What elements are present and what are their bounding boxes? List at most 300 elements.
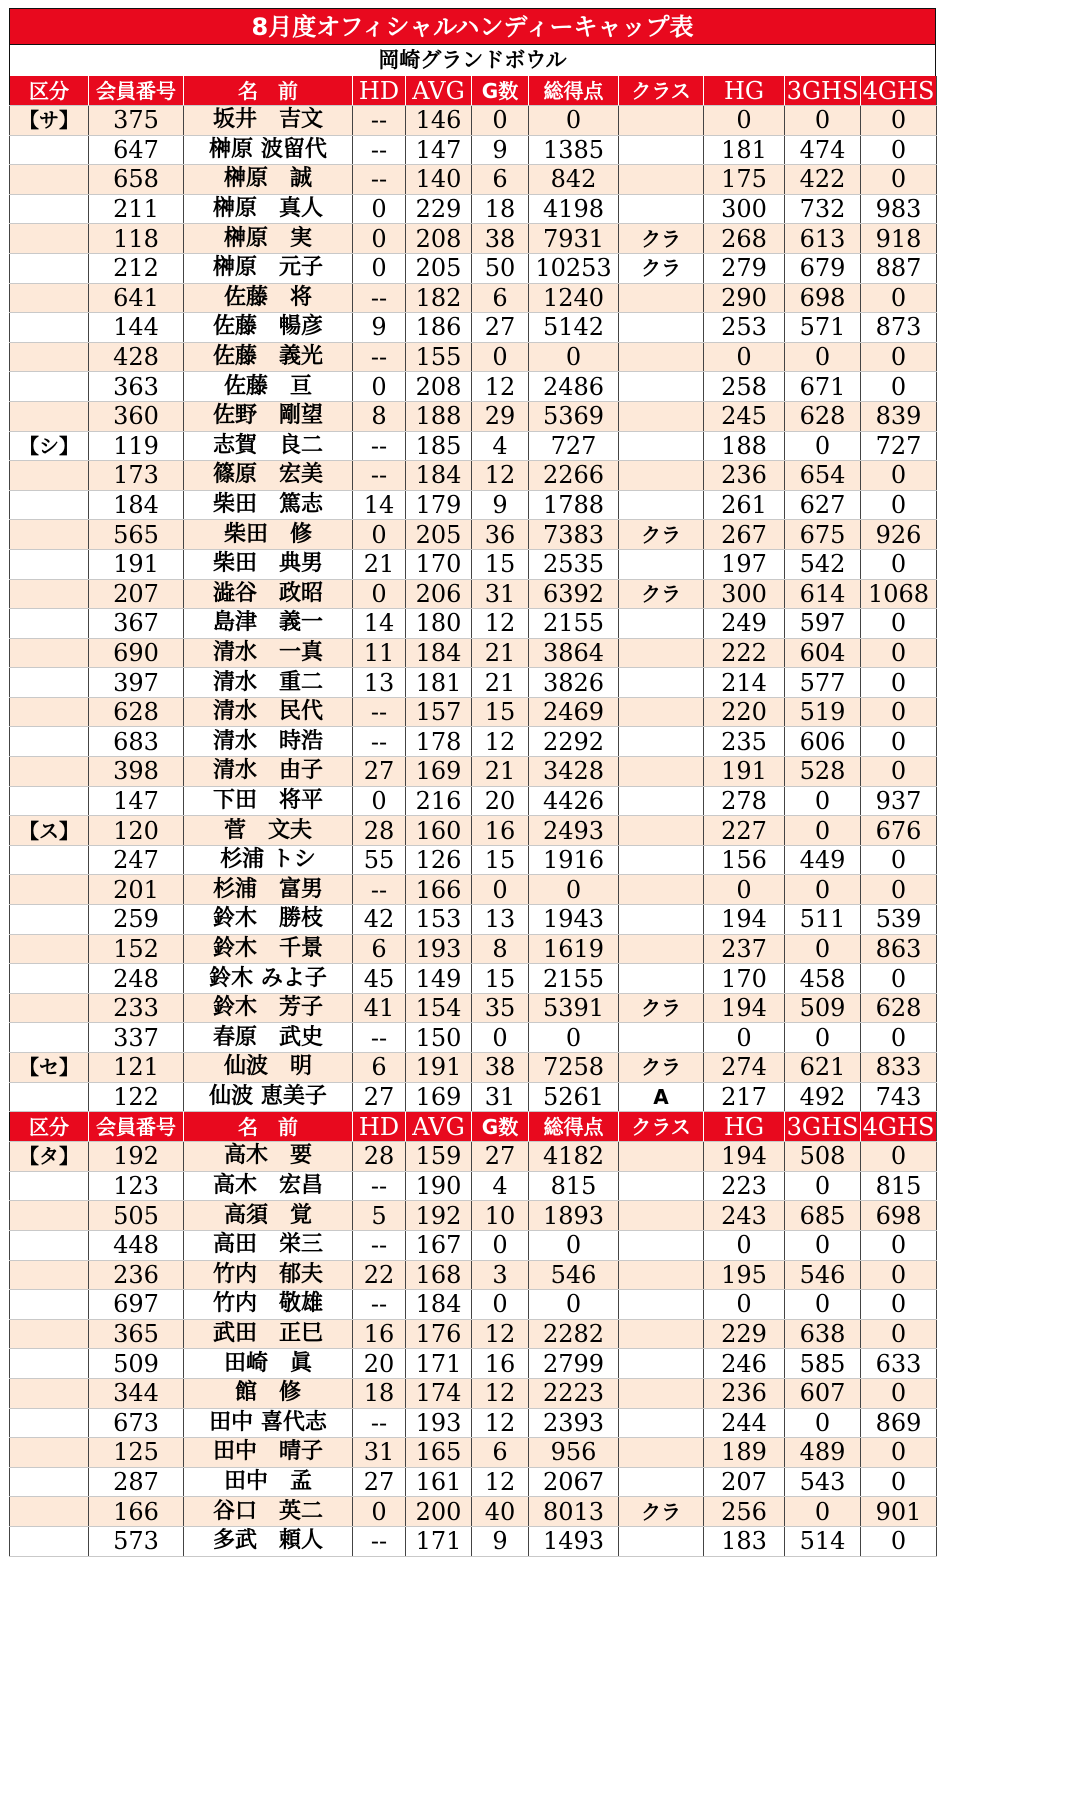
cell-total-pins: 5261: [529, 1082, 619, 1112]
cell-class: [619, 1260, 704, 1290]
cell-hg: 194: [704, 905, 785, 935]
cell-4ghs: 0: [861, 727, 937, 757]
cell-name: 春原 武史: [184, 1023, 353, 1053]
cell-total-pins: 4198: [529, 194, 619, 224]
cell-hd: 0: [353, 224, 406, 254]
cell-name: 鈴木 勝枝: [184, 905, 353, 935]
cell-name: 多武 頼人: [184, 1526, 353, 1556]
cell-member-no: 360: [89, 401, 184, 431]
cell-3ghs: 0: [785, 1290, 861, 1320]
cell-name: 高須 覚: [184, 1201, 353, 1231]
cell-3ghs: 614: [785, 579, 861, 609]
table-row: [10, 549, 937, 579]
cell-name: 佐野 剛望: [184, 401, 353, 431]
cell-category: 【セ】: [10, 1053, 89, 1083]
table-row: [10, 1408, 937, 1438]
cell-games: 12: [472, 372, 529, 402]
cell-games: 21: [472, 638, 529, 668]
cell-class: [619, 727, 704, 757]
table-row: [10, 313, 937, 343]
cell-avg: 157: [406, 697, 472, 727]
cell-avg: 206: [406, 579, 472, 609]
cell-avg: 205: [406, 520, 472, 550]
cell-total-pins: 7258: [529, 1053, 619, 1083]
cell-total-pins: 0: [529, 342, 619, 372]
table-row: [10, 372, 937, 402]
cell-avg: 170: [406, 549, 472, 579]
cell-total-pins: 2799: [529, 1349, 619, 1379]
cell-3ghs: 628: [785, 401, 861, 431]
cell-4ghs: 0: [861, 106, 937, 136]
cell-games: 12: [472, 461, 529, 491]
cell-category: [10, 934, 89, 964]
col-header-total-pins: 総得点: [529, 1112, 619, 1142]
cell-class: [619, 106, 704, 136]
cell-category: [10, 490, 89, 520]
cell-3ghs: 0: [785, 786, 861, 816]
cell-3ghs: 606: [785, 727, 861, 757]
cell-member-no: 207: [89, 579, 184, 609]
cell-category: [10, 253, 89, 283]
cell-total-pins: 3428: [529, 757, 619, 787]
cell-name: 田中 孟: [184, 1467, 353, 1497]
cell-4ghs: 0: [861, 1526, 937, 1556]
cell-member-no: 121: [89, 1053, 184, 1083]
cell-category: [10, 313, 89, 343]
cell-avg: 190: [406, 1171, 472, 1201]
cell-class: [619, 313, 704, 343]
cell-3ghs: 492: [785, 1082, 861, 1112]
cell-avg: 179: [406, 490, 472, 520]
cell-class: [619, 1526, 704, 1556]
cell-total-pins: 2067: [529, 1467, 619, 1497]
cell-class: [619, 668, 704, 698]
cell-class: [619, 845, 704, 875]
col-header-hd: HD: [353, 1112, 406, 1142]
cell-name: 佐藤 暢彦: [184, 313, 353, 343]
cell-hd: 20: [353, 1349, 406, 1379]
cell-games: 21: [472, 757, 529, 787]
cell-name: 清水 民代: [184, 697, 353, 727]
cell-hd: 5: [353, 1201, 406, 1231]
cell-member-no: 367: [89, 609, 184, 639]
cell-hd: 28: [353, 816, 406, 846]
cell-hg: 249: [704, 609, 785, 639]
cell-name: 佐藤 将: [184, 283, 353, 313]
table-row: [10, 1319, 937, 1349]
cell-4ghs: 743: [861, 1082, 937, 1112]
cell-member-no: 247: [89, 845, 184, 875]
col-header-hg: HG: [704, 1112, 785, 1142]
cell-class: [619, 401, 704, 431]
cell-4ghs: 887: [861, 253, 937, 283]
sheet-title: 8月度オフィシャルハンディーキャップ表: [9, 8, 936, 45]
cell-member-no: 505: [89, 1201, 184, 1231]
cell-avg: 181: [406, 668, 472, 698]
cell-category: [10, 1408, 89, 1438]
cell-name: 高木 宏昌: [184, 1171, 353, 1201]
cell-class: クラ: [619, 1053, 704, 1083]
cell-3ghs: 597: [785, 609, 861, 639]
table-row: [10, 1082, 937, 1112]
cell-total-pins: 4182: [529, 1142, 619, 1172]
cell-total-pins: 5391: [529, 993, 619, 1023]
cell-hg: 300: [704, 194, 785, 224]
cell-category: [10, 609, 89, 639]
cell-hg: 197: [704, 549, 785, 579]
cell-games: 0: [472, 1230, 529, 1260]
table-row: [10, 993, 937, 1023]
cell-4ghs: 0: [861, 964, 937, 994]
table-row: [10, 875, 937, 905]
col-header-name: 名 前: [184, 76, 353, 106]
cell-hg: 237: [704, 934, 785, 964]
cell-avg: 146: [406, 106, 472, 136]
cell-hg: 227: [704, 816, 785, 846]
cell-4ghs: 539: [861, 905, 937, 935]
cell-member-no: 212: [89, 253, 184, 283]
cell-hd: 27: [353, 1467, 406, 1497]
cell-total-pins: 2223: [529, 1378, 619, 1408]
cell-total-pins: 1493: [529, 1526, 619, 1556]
cell-avg: 153: [406, 905, 472, 935]
cell-name: 榊原 元子: [184, 253, 353, 283]
cell-member-no: 125: [89, 1438, 184, 1468]
cell-4ghs: 918: [861, 224, 937, 254]
cell-games: 27: [472, 313, 529, 343]
table-row: [10, 490, 937, 520]
cell-avg: 167: [406, 1230, 472, 1260]
cell-hd: 16: [353, 1319, 406, 1349]
cell-member-no: 397: [89, 668, 184, 698]
cell-category: [10, 283, 89, 313]
cell-hg: 0: [704, 342, 785, 372]
cell-4ghs: 0: [861, 165, 937, 195]
cell-total-pins: 6392: [529, 579, 619, 609]
cell-hd: 0: [353, 253, 406, 283]
cell-4ghs: 0: [861, 875, 937, 905]
cell-3ghs: 0: [785, 106, 861, 136]
cell-category: [10, 1438, 89, 1468]
cell-class: [619, 1201, 704, 1231]
table-row: [10, 1230, 937, 1260]
cell-class: [619, 1171, 704, 1201]
cell-avg: 180: [406, 609, 472, 639]
cell-total-pins: 5369: [529, 401, 619, 431]
cell-4ghs: 833: [861, 1053, 937, 1083]
cell-hg: 0: [704, 875, 785, 905]
cell-class: [619, 816, 704, 846]
cell-total-pins: 7931: [529, 224, 619, 254]
cell-class: [619, 1349, 704, 1379]
cell-games: 38: [472, 1053, 529, 1083]
cell-3ghs: 543: [785, 1467, 861, 1497]
cell-avg: 149: [406, 964, 472, 994]
cell-member-no: 565: [89, 520, 184, 550]
cell-total-pins: 4426: [529, 786, 619, 816]
cell-hg: 0: [704, 1230, 785, 1260]
cell-name: 杉浦 富男: [184, 875, 353, 905]
cell-name: 杉浦 トシ: [184, 845, 353, 875]
cell-total-pins: 2282: [529, 1319, 619, 1349]
table-row: [10, 106, 937, 136]
table-row: [10, 224, 937, 254]
cell-hd: 22: [353, 1260, 406, 1290]
cell-name: 菅 文夫: [184, 816, 353, 846]
cell-name: 榊原 真人: [184, 194, 353, 224]
cell-member-no: 375: [89, 106, 184, 136]
cell-class: [619, 165, 704, 195]
cell-class: [619, 549, 704, 579]
cell-games: 15: [472, 845, 529, 875]
cell-category: [10, 757, 89, 787]
col-header-3ghs: 3GHS: [785, 76, 861, 106]
cell-total-pins: 2469: [529, 697, 619, 727]
cell-3ghs: 474: [785, 135, 861, 165]
cell-hg: 189: [704, 1438, 785, 1468]
cell-games: 9: [472, 490, 529, 520]
cell-4ghs: 698: [861, 1201, 937, 1231]
cell-class: [619, 1378, 704, 1408]
cell-hg: 183: [704, 1526, 785, 1556]
cell-3ghs: 621: [785, 1053, 861, 1083]
cell-name: 下田 将平: [184, 786, 353, 816]
cell-member-no: 398: [89, 757, 184, 787]
cell-total-pins: 0: [529, 875, 619, 905]
cell-games: 12: [472, 609, 529, 639]
cell-3ghs: 577: [785, 668, 861, 698]
cell-hd: 0: [353, 1497, 406, 1527]
cell-games: 15: [472, 964, 529, 994]
cell-member-no: 448: [89, 1230, 184, 1260]
cell-hg: 274: [704, 1053, 785, 1083]
cell-hg: 246: [704, 1349, 785, 1379]
cell-total-pins: 2486: [529, 372, 619, 402]
col-header-4ghs: 4GHS: [861, 76, 937, 106]
table-section-1: [10, 76, 937, 1112]
table-row: [10, 342, 937, 372]
cell-avg: 140: [406, 165, 472, 195]
cell-category: [10, 520, 89, 550]
cell-category: [10, 224, 89, 254]
cell-avg: 150: [406, 1023, 472, 1053]
cell-member-no: 147: [89, 786, 184, 816]
cell-class: [619, 1023, 704, 1053]
cell-avg: 182: [406, 283, 472, 313]
cell-3ghs: 449: [785, 845, 861, 875]
cell-name: 館 修: [184, 1378, 353, 1408]
cell-4ghs: 863: [861, 934, 937, 964]
header-row: [10, 1112, 937, 1142]
cell-hg: 191: [704, 757, 785, 787]
cell-avg: 191: [406, 1053, 472, 1083]
table-row: [10, 579, 937, 609]
table-row: [10, 194, 937, 224]
cell-avg: 168: [406, 1260, 472, 1290]
cell-3ghs: 0: [785, 1230, 861, 1260]
cell-total-pins: 1943: [529, 905, 619, 935]
cell-3ghs: 0: [785, 431, 861, 461]
cell-member-no: 259: [89, 905, 184, 935]
cell-name: 佐藤 義光: [184, 342, 353, 372]
cell-4ghs: 633: [861, 1349, 937, 1379]
cell-3ghs: 0: [785, 1497, 861, 1527]
cell-4ghs: 0: [861, 609, 937, 639]
col-header-member-no: 会員番号: [89, 1112, 184, 1142]
cell-3ghs: 685: [785, 1201, 861, 1231]
table-row: [10, 520, 937, 550]
cell-avg: 205: [406, 253, 472, 283]
cell-hd: --: [353, 1230, 406, 1260]
cell-hd: --: [353, 875, 406, 905]
cell-member-no: 697: [89, 1290, 184, 1320]
cell-member-no: 647: [89, 135, 184, 165]
table-row: [10, 727, 937, 757]
cell-games: 0: [472, 1290, 529, 1320]
cell-hd: --: [353, 135, 406, 165]
cell-hd: 28: [353, 1142, 406, 1172]
cell-hg: 256: [704, 1497, 785, 1527]
cell-4ghs: 0: [861, 1260, 937, 1290]
table-row: [10, 461, 937, 491]
cell-hg: 279: [704, 253, 785, 283]
cell-category: [10, 1201, 89, 1231]
cell-hg: 243: [704, 1201, 785, 1231]
cell-member-no: 122: [89, 1082, 184, 1112]
cell-category: [10, 1467, 89, 1497]
cell-3ghs: 542: [785, 549, 861, 579]
cell-class: [619, 964, 704, 994]
cell-hd: --: [353, 431, 406, 461]
cell-3ghs: 732: [785, 194, 861, 224]
cell-category: 【シ】: [10, 431, 89, 461]
cell-hg: 188: [704, 431, 785, 461]
col-header-category: 区分: [10, 76, 89, 106]
cell-games: 29: [472, 401, 529, 431]
cell-avg: 186: [406, 313, 472, 343]
table-row: [10, 757, 937, 787]
cell-4ghs: 839: [861, 401, 937, 431]
cell-member-no: 211: [89, 194, 184, 224]
cell-4ghs: 0: [861, 490, 937, 520]
col-header-4ghs: 4GHS: [861, 1112, 937, 1142]
cell-name: 柴田 修: [184, 520, 353, 550]
cell-category: [10, 1378, 89, 1408]
cell-member-no: 344: [89, 1378, 184, 1408]
cell-class: [619, 757, 704, 787]
table-row: [10, 1142, 937, 1172]
cell-games: 31: [472, 579, 529, 609]
cell-category: [10, 1082, 89, 1112]
cell-member-no: 201: [89, 875, 184, 905]
cell-hd: 0: [353, 520, 406, 550]
cell-3ghs: 0: [785, 934, 861, 964]
cell-hg: 222: [704, 638, 785, 668]
cell-avg: 229: [406, 194, 472, 224]
cell-name: 佐藤 亘: [184, 372, 353, 402]
cell-avg: 169: [406, 757, 472, 787]
cell-member-no: 248: [89, 964, 184, 994]
header-row: [10, 76, 937, 106]
col-header-total-pins: 総得点: [529, 76, 619, 106]
cell-hg: 217: [704, 1082, 785, 1112]
cell-games: 9: [472, 1526, 529, 1556]
cell-member-no: 191: [89, 549, 184, 579]
cell-hg: 261: [704, 490, 785, 520]
cell-games: 27: [472, 1142, 529, 1172]
cell-name: 坂井 吉文: [184, 106, 353, 136]
cell-4ghs: 926: [861, 520, 937, 550]
col-header-hd: HD: [353, 76, 406, 106]
cell-hd: --: [353, 165, 406, 195]
cell-category: [10, 342, 89, 372]
cell-4ghs: 983: [861, 194, 937, 224]
cell-games: 50: [472, 253, 529, 283]
cell-games: 0: [472, 342, 529, 372]
cell-avg: 154: [406, 993, 472, 1023]
cell-name: 島津 義一: [184, 609, 353, 639]
table-row: [10, 1171, 937, 1201]
cell-category: [10, 1497, 89, 1527]
cell-total-pins: 2292: [529, 727, 619, 757]
cell-member-no: 120: [89, 816, 184, 846]
cell-games: 6: [472, 283, 529, 313]
cell-hd: --: [353, 461, 406, 491]
cell-hg: 207: [704, 1467, 785, 1497]
cell-total-pins: 1893: [529, 1201, 619, 1231]
cell-3ghs: 528: [785, 757, 861, 787]
cell-hd: 41: [353, 993, 406, 1023]
cell-name: 田崎 眞: [184, 1349, 353, 1379]
cell-total-pins: 0: [529, 106, 619, 136]
cell-category: [10, 549, 89, 579]
cell-total-pins: 0: [529, 1290, 619, 1320]
cell-avg: 184: [406, 1290, 472, 1320]
cell-class: [619, 1438, 704, 1468]
cell-hg: 290: [704, 283, 785, 313]
cell-class: [619, 1408, 704, 1438]
cell-class: [619, 1319, 704, 1349]
cell-4ghs: 0: [861, 372, 937, 402]
cell-name: 鈴木 みよ子: [184, 964, 353, 994]
col-header-class: クラス: [619, 1112, 704, 1142]
table-row: [10, 1467, 937, 1497]
cell-3ghs: 698: [785, 283, 861, 313]
cell-games: 21: [472, 668, 529, 698]
table-row: [10, 1497, 937, 1527]
cell-total-pins: 10253: [529, 253, 619, 283]
cell-hd: 11: [353, 638, 406, 668]
cell-avg: 192: [406, 1201, 472, 1231]
cell-category: [10, 1023, 89, 1053]
cell-3ghs: 511: [785, 905, 861, 935]
cell-hg: 214: [704, 668, 785, 698]
cell-3ghs: 675: [785, 520, 861, 550]
table-row: [10, 431, 937, 461]
table-section-2: [10, 1112, 937, 1556]
cell-member-no: 509: [89, 1349, 184, 1379]
cell-class: [619, 431, 704, 461]
cell-avg: 193: [406, 934, 472, 964]
cell-category: [10, 461, 89, 491]
cell-4ghs: 937: [861, 786, 937, 816]
cell-class: クラ: [619, 993, 704, 1023]
cell-name: 清水 時浩: [184, 727, 353, 757]
cell-total-pins: 815: [529, 1171, 619, 1201]
table-row: [10, 1378, 937, 1408]
cell-member-no: 428: [89, 342, 184, 372]
cell-hg: 220: [704, 697, 785, 727]
